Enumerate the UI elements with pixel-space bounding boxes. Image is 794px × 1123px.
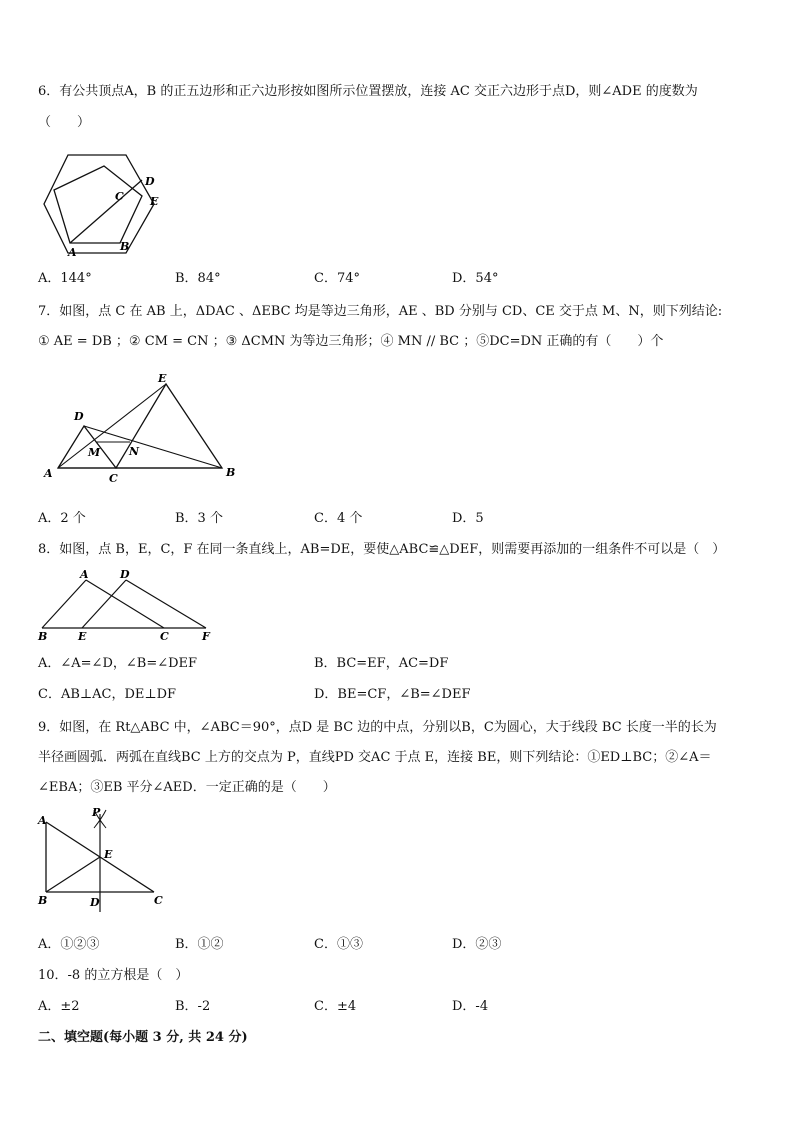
q9-option-d[interactable]: D．②③	[452, 937, 502, 952]
segment-bd	[84, 426, 222, 468]
label-a: A	[68, 246, 77, 259]
segment-ae	[58, 384, 166, 468]
q10-option-b[interactable]: B．-2	[175, 999, 211, 1014]
label-n: N	[129, 445, 140, 458]
q7-option-b[interactable]: B．3 个	[175, 511, 223, 526]
label-c: C	[154, 894, 163, 907]
label-b: B	[226, 466, 236, 479]
label-a: A	[44, 467, 53, 480]
q10-stem-line1: 10．-8 的立方根是（ ）	[38, 968, 189, 983]
label-b: B	[120, 240, 130, 253]
q9-stem-line1: 9．如图，在 Rt△ABC 中，∠ABC＝90°，点D 是 BC 边的中点，分别以B，C为圆心，大于线段 BC 长度一半的长为	[38, 720, 717, 735]
q6-figure	[40, 148, 170, 260]
label-c: C	[109, 472, 118, 485]
segment-ac	[86, 580, 164, 628]
pentagon	[54, 166, 142, 243]
label-b: B	[38, 894, 48, 907]
q9-figure	[36, 806, 170, 914]
q10-option-c[interactable]: C．±4	[314, 999, 357, 1014]
q8-option-a[interactable]: A．∠A=∠D，∠B=∠DEF	[38, 656, 198, 671]
q9-option-b[interactable]: B．①②	[175, 937, 224, 952]
label-e: E	[150, 195, 159, 208]
q7-option-c[interactable]: C．4 个	[314, 511, 363, 526]
q8-option-c[interactable]: C．AB⊥AC，DE⊥DF	[38, 687, 177, 702]
q7-figure	[36, 370, 246, 490]
q9-stem-line2: 半径画圆弧．两弧在直线BC 上方的交点为 P，直线PD 交AC 于点 E，连接 BE，则下列结论：①ED⊥BC；②∠A＝	[38, 750, 712, 765]
q10-option-d[interactable]: D．-4	[452, 999, 489, 1014]
q7-option-d[interactable]: D．5	[452, 511, 484, 526]
q7-stem-line2: ① AE = DB ；② CM = CN ；③ ΔCMN 为等边三角形；④ MN // BC ；⑤DC=DN 正确的有（ ）个	[38, 334, 664, 349]
label-d: D	[90, 896, 100, 909]
label-p: P	[92, 806, 101, 819]
label-d: D	[120, 568, 130, 581]
q9-option-a[interactable]: A．①②③	[38, 937, 100, 952]
q8-option-d[interactable]: D．BE=CF，∠B=∠DEF	[314, 687, 471, 702]
label-f: F	[202, 630, 210, 642]
label-c: C	[115, 190, 124, 203]
q6-option-d[interactable]: D．54°	[452, 271, 499, 286]
q8-stem-line1: 8．如图，点 B，E，C，F 在同一条直线上，AB=DE，要使△ABC≌△DEF，则需要再添加的一组条件不可以是（ ）	[38, 542, 726, 557]
segment-df	[126, 580, 206, 628]
label-b: B	[38, 630, 48, 642]
q6-stem-line1: 6．有公共顶点A，B 的正五边形和正六边形按如图所示位置摆放，连接 AC 交正六边形于点D，则∠ADE 的度数为	[38, 84, 698, 99]
q6-option-c[interactable]: C．74°	[314, 271, 360, 286]
section-heading-fill-in: 二、填空题(每小题 3 分, 共 24 分)	[38, 1030, 248, 1045]
label-e: E	[104, 848, 113, 861]
q8-option-b[interactable]: B．BC=EF，AC=DF	[314, 656, 449, 671]
label-a: A	[80, 568, 89, 581]
q6-option-a[interactable]: A．144°	[38, 271, 92, 286]
q9-stem-line3: ∠EBA；③EB 平分∠AED．一定正确的是（ ）	[38, 780, 336, 795]
label-c: C	[160, 630, 169, 642]
segment-ac	[70, 180, 142, 243]
q7-stem-line1: 7．如图，点 C 在 AB 上，ΔDAC 、ΔEBC 均是等边三角形，AE 、BD 分别与 CD、CE 交于点 M、N，则下列结论:	[38, 304, 723, 319]
hexagon	[44, 155, 154, 253]
q10-option-a[interactable]: A．±2	[38, 999, 80, 1014]
q6-option-b[interactable]: B．84°	[175, 271, 221, 286]
q8-figure	[36, 568, 216, 642]
segment-be	[46, 857, 100, 892]
q9-option-c[interactable]: C．①③	[314, 937, 363, 952]
segment-ab	[42, 580, 86, 628]
q7-option-a[interactable]: A．2 个	[38, 511, 86, 526]
label-d: D	[145, 175, 155, 188]
label-a: A	[38, 814, 47, 827]
label-d: D	[74, 410, 84, 423]
segment-de	[82, 580, 126, 628]
label-m: M	[88, 446, 101, 459]
label-e: E	[78, 630, 87, 642]
label-e: E	[158, 372, 167, 385]
q6-stem-line2: （ ）	[38, 115, 91, 130]
